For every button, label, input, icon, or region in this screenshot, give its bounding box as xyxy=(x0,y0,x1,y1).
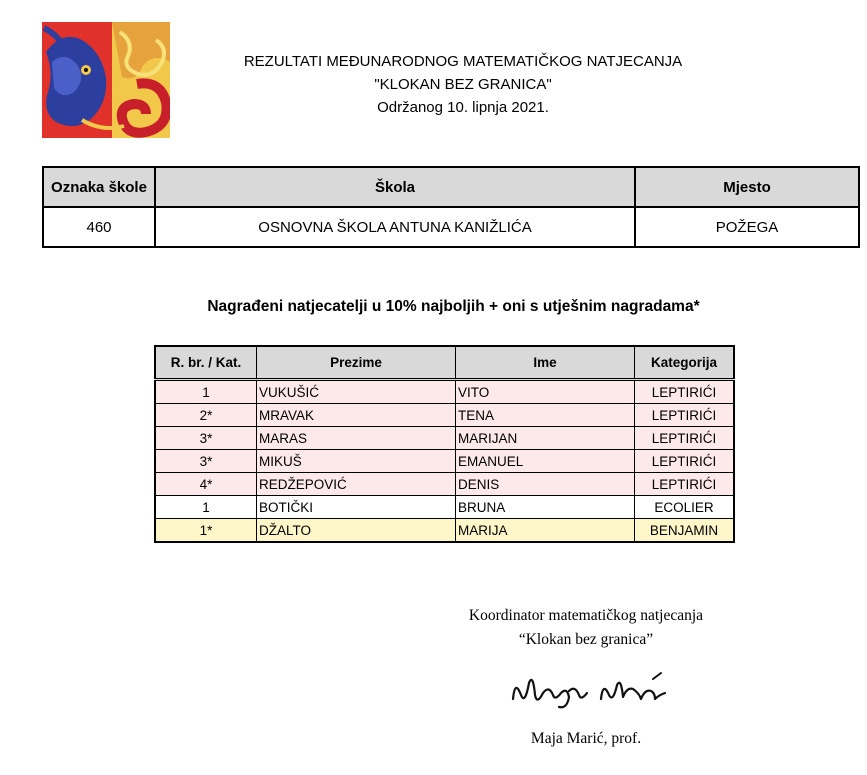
rank-cell: 1 xyxy=(155,496,257,519)
results-table-body xyxy=(155,380,734,543)
school-table-header xyxy=(43,167,859,207)
category-cell: LEPTIRIĆI xyxy=(635,404,735,427)
results-table xyxy=(154,345,735,543)
category-cell: BENJAMIN xyxy=(635,519,735,543)
handwritten-signature xyxy=(505,665,675,715)
surname-header: Prezime xyxy=(257,346,456,380)
results-title: Nagrađeni natjecatelji u 10% najboljih + oni s utješnim nagradama* xyxy=(207,298,700,315)
signer-name: Maja Marić, prof. xyxy=(530,730,642,747)
table-row xyxy=(155,450,734,473)
table-row xyxy=(155,519,734,543)
category-cell: LEPTIRIĆI xyxy=(635,450,735,473)
title-line-1: REZULTATI MEĐUNARODNOG MATEMATIČKOG NATJECANJA xyxy=(243,53,683,70)
school-place-header: Mjesto xyxy=(635,167,859,207)
category-header: Kategorija xyxy=(635,346,735,380)
name-cell: BRUNA xyxy=(456,496,635,519)
rank-cell: 1* xyxy=(155,519,257,543)
name-cell: MARIJAN xyxy=(456,427,635,450)
category-cell: LEPTIRIĆI xyxy=(635,427,735,450)
rank-cell: 3* xyxy=(155,450,257,473)
school-name: OSNOVNA ŠKOLA ANTUNA KANIŽLIĆA xyxy=(155,207,635,247)
table-row xyxy=(155,404,734,427)
rank-cell: 2* xyxy=(155,404,257,427)
surname-cell: VUKUŠIĆ xyxy=(257,380,456,404)
category-cell: LEPTIRIĆI xyxy=(635,380,735,404)
kangaroo-logo xyxy=(42,22,170,138)
table-row xyxy=(155,427,734,450)
surname-cell: MRAVAK xyxy=(257,404,456,427)
surname-cell: MARAS xyxy=(257,427,456,450)
rank-cell: 1 xyxy=(155,380,257,404)
school-name-header: Škola xyxy=(155,167,635,207)
school-code: 460 xyxy=(43,207,155,247)
school-place: POŽEGA xyxy=(635,207,859,247)
school-table xyxy=(42,166,860,248)
school-code-header: Oznaka škole xyxy=(43,167,155,207)
rank-cell: 3* xyxy=(155,427,257,450)
table-row xyxy=(155,473,734,496)
category-cell: ECOLIER xyxy=(635,496,735,519)
title-line-2: "KLOKAN BEZ GRANICA" xyxy=(374,76,552,93)
surname-cell: DŽALTO xyxy=(257,519,456,543)
title-line-3: Održanog 10. lipnja 2021. xyxy=(377,99,549,116)
document-title xyxy=(210,50,716,119)
name-cell: DENIS xyxy=(456,473,635,496)
category-cell: LEPTIRIĆI xyxy=(635,473,735,496)
name-cell: VITO xyxy=(456,380,635,404)
table-row xyxy=(155,380,734,404)
coordinator-line-1: Koordinator matematičkog natjecanja xyxy=(468,607,704,624)
school-row xyxy=(43,207,859,247)
rank-header: R. br. / Kat. xyxy=(155,346,257,380)
surname-cell: MIKUŠ xyxy=(257,450,456,473)
results-table-header xyxy=(155,346,734,380)
name-cell: EMANUEL xyxy=(456,450,635,473)
table-row xyxy=(155,496,734,519)
surname-cell: REDŽEPOVIĆ xyxy=(257,473,456,496)
coordinator-block xyxy=(416,604,756,652)
surname-cell: BOTIČKI xyxy=(257,496,456,519)
name-header: Ime xyxy=(456,346,635,380)
coordinator-line-2: “Klokan bez granica” xyxy=(518,631,654,648)
name-cell: TENA xyxy=(456,404,635,427)
rank-cell: 4* xyxy=(155,473,257,496)
name-cell: MARIJA xyxy=(456,519,635,543)
